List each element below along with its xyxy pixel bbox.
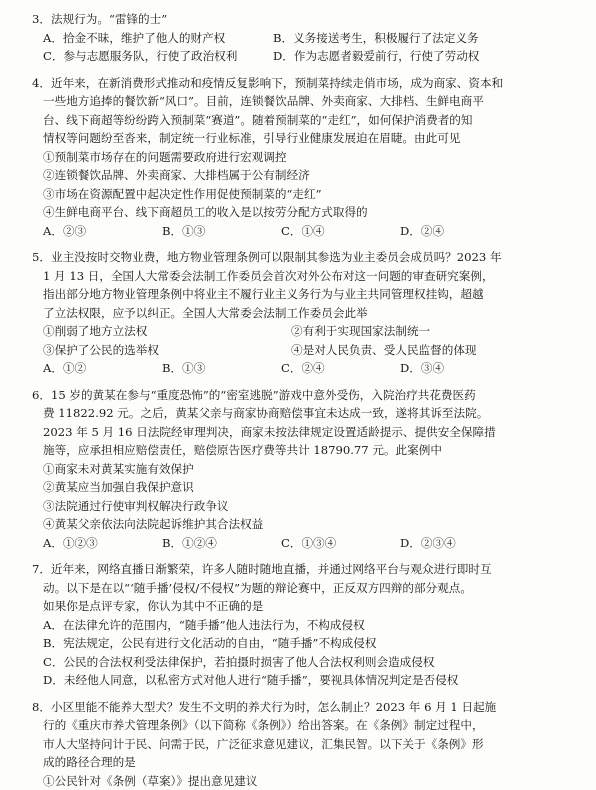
question-4-option-a[interactable]: A．②③ — [43, 223, 87, 238]
question-5-statements-row-1 — [32, 322, 582, 341]
question-5-statement-2: ②有利于实现国家法制统一 — [291, 324, 431, 338]
question-6-stem-line: 2023 年 5 月 16 日法院经审理判决，商家未按法律规定设置适龄提示、提供安全保障措 — [43, 424, 496, 439]
question-5 — [32, 248, 582, 378]
question-5-stem-line: 指出部分地方物业管理条例中将业主不履行业主义务行为与业主共同管理权挂钩，超越 — [43, 287, 484, 301]
question-5-stem-line: 5．业主没按时交物业费，地方物业管理条例可以限制其参选为业主委员会成员吗？2023 年 — [32, 250, 502, 264]
question-4-option-b[interactable]: B．①③ — [162, 223, 206, 238]
question-5-statement-3: ③保护了公民的选举权 — [43, 342, 159, 357]
question-4-option-d[interactable]: D．②④ — [400, 223, 445, 238]
question-6-statement-3: ③法院通过行使审判权解决行政争议 — [43, 498, 229, 513]
question-6-statement-2: ②黄某应当加强自我保护意识 — [43, 480, 194, 494]
question-6 — [32, 386, 582, 553]
question-8-stem-line: 行的《重庆市养犬管理条例》（以下简称《条例》）给出答案。在《条例》制定过程中， — [43, 718, 484, 732]
question-7 — [32, 560, 582, 690]
question-4-stem-line: 台、线下商超等纷纷跨入预制菜“赛道”。随着预制菜的“走红”，如何保护消费者的知 — [43, 112, 473, 127]
question-3-option-c[interactable]: C．参与志愿服务队，行使了政治权利 — [43, 49, 238, 63]
question-3-option-a[interactable]: A．拾金不昧，维护了他人的财产权 — [43, 30, 226, 45]
question-4 — [32, 74, 582, 241]
question-3-options-row-2 — [32, 47, 582, 66]
question-3-option-b[interactable]: B．义务接送考生，积极履行了法定义务 — [273, 30, 479, 45]
question-5-option-d[interactable]: D．③④ — [400, 361, 445, 375]
question-6-stem-line: 6．15 岁的黄某在参与“重度恐怖”的“密室逃脱”游戏中意外受伤，入院治疗共花费医药 — [32, 387, 476, 402]
question-5-stem-line: 了立法权限，应予以纠正。全国人大常委会法制工作委员会此举 — [43, 305, 368, 320]
question-5-options — [32, 359, 582, 378]
question-3-stem: 3．法规行为。“雷锋的士” — [32, 12, 168, 26]
question-7-stem-line: 7．近年来，网络直播日渐繁荣，许多人随时随地直播，并通过网络平台与观众进行即时互 — [32, 562, 492, 576]
question-7-option-b[interactable]: B．宪法规定，公民有进行文化活动的自由，“随手播”不构成侵权 — [43, 636, 377, 650]
question-6-stem-line: 费 11822.92 元。之后，黄某父亲与商家协商赔偿事宜未达成一致，遂将其诉至法院。 — [43, 406, 489, 420]
question-4-statement-3: ③市场在资源配置中起决定性作用促使预制菜的“走红” — [43, 186, 322, 201]
question-6-statement-4: ④黄某父亲依法向法院起诉维护其合法权益 — [43, 517, 264, 531]
question-5-statement-4: ④是对人民负责、受人民监督的体现 — [291, 342, 477, 357]
question-7-option-a[interactable]: A．在法律允许的范围内，“随手播”他人违法行为，不构成侵权 — [43, 617, 365, 632]
question-6-statement-1: ①商家未对黄某实施有效保护 — [43, 461, 194, 476]
question-8-stem-line: 成的路径合理的是 — [43, 755, 136, 769]
question-7-stem-line: 如果你是点评专家，你认为其中不正确的是 — [43, 599, 264, 613]
question-4-stem-line: 4．近年来，在新消费形式推动和疫情反复影响下，预制菜持续走俏市场，成为商家、资本和 — [32, 75, 504, 90]
question-7-option-d[interactable]: D．未经他人同意，以私密方式对他人进行“随手播”，要视具体情况判定是否侵权 — [43, 673, 459, 687]
question-5-option-a[interactable]: A．①② — [43, 361, 87, 375]
question-6-option-d[interactable]: D．②③④ — [400, 535, 456, 550]
question-3-options-row-1 — [32, 29, 582, 48]
question-7-option-c[interactable]: C．公民的合法权利受法律保护，若拍摄时损害了他人合法权利则会造成侵权 — [43, 654, 435, 669]
question-4-stem-line: 一些地方追捧的餐饮新“风口”。目前，连锁餐饮品牌、外卖商家、大排档、生鲜电商平 — [43, 94, 484, 108]
question-5-option-c[interactable]: C．②④ — [281, 361, 325, 375]
question-3-option-d[interactable]: D．作为志愿者毅爱前行，行使了劳动权 — [273, 49, 480, 63]
question-8 — [32, 698, 582, 790]
question-5-statement-1: ①削弱了地方立法权 — [43, 324, 148, 338]
question-4-stem-line: 情权等问题纷至沓来，制定统一行业标准，引导行业健康发展迫在眉睫。由此可见 — [43, 131, 461, 145]
question-5-statements-row-2 — [32, 341, 582, 360]
question-8-stem-line: 8．小区里能不能养大型犬？发生不文明的养犬行为时，怎么制止？2023 年 6 月 1 日起施 — [32, 699, 497, 714]
question-6-options — [32, 534, 582, 553]
question-4-options — [32, 222, 582, 241]
question-6-option-b[interactable]: B．①②④ — [162, 535, 217, 550]
question-5-option-b[interactable]: B．①③ — [162, 361, 206, 375]
question-6-stem-line: 施等，应承担相应赔偿责任，赔偿原告医疗费等共计 18790.77 元。此案例中 — [43, 443, 442, 457]
question-4-option-c[interactable]: C．①④ — [281, 223, 325, 238]
question-4-statement-4: ④生鲜电商平台、线下商超员工的收入是以按劳分配方式取得的 — [43, 205, 368, 219]
question-4-statement-1: ①预制菜市场存在的问题需要政府进行宏观调控 — [43, 149, 287, 164]
question-6-option-a[interactable]: A．①②③ — [43, 535, 98, 550]
question-5-stem-line: 1 月 13 日，全国人大常委会法制工作委员会首次对外公布对这一问题的审查研究案例， — [43, 268, 494, 283]
question-8-statement-1: ①公民针对《条例（草案）》提出意见建议 — [43, 773, 258, 788]
question-8-stem-line: 市人大坚持问计于民、问需于民，广泛征求意见建议，汇集民智。以下关于《条例》形 — [43, 736, 484, 751]
question-6-option-c[interactable]: C．①③④ — [281, 535, 337, 550]
question-3 — [32, 10, 582, 66]
question-7-stem-line: 动。以下是在以“‘随手播’侵权/不侵权”为题的辩论赛中，正反双方四辩的部分观点。 — [43, 580, 472, 595]
question-4-statement-2: ②连锁餐饮品牌、外卖商家、大排档属于公有制经济 — [43, 168, 310, 182]
